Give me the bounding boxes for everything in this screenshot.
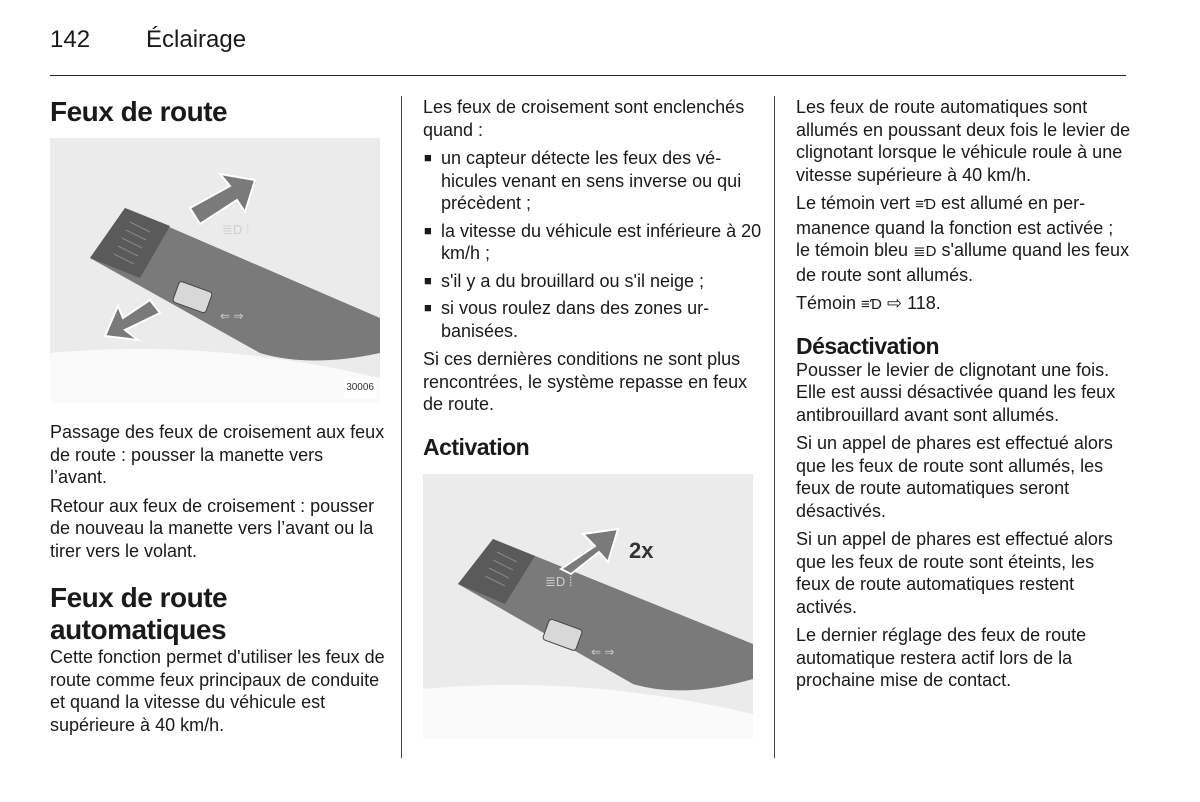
figure-stalk-activation [423, 474, 753, 739]
paragraph: Si un appel de phares est effectué alors que les feux de route sont éteints, les feux de route automatiques restent activés. [796, 529, 1113, 617]
cross-reference[interactable] [796, 292, 1131, 317]
list-item [423, 220, 763, 265]
paragraph: Pousser le levier de clignotant une fois. Elle est aussi désactivée quand les feux antibrouillard avant sont allumés. [796, 359, 1116, 425]
figure-stalk-push-pull [50, 138, 380, 403]
heading-feux-auto [50, 582, 385, 646]
svg-text:≣D ⁞: ≣D ⁞ [545, 573, 573, 589]
high-beam-indicator-icon: ≣D [913, 243, 937, 260]
arrow-pull-icon [105, 300, 160, 340]
paragraph: Le dernier réglage des feux de route automatique restera actif lors de la prochaine mise de contact. [796, 625, 1087, 690]
push-count-label: 2x [629, 537, 654, 563]
list-item [423, 297, 763, 342]
column-2 [423, 96, 763, 739]
column-divider [774, 96, 775, 758]
heading-desactivation: Désactivation [796, 332, 940, 359]
list-item-text: si vous roulez dans des zones urbanisées. [441, 298, 710, 341]
list-item-text: s'il y a du brouillard ou s'il neige ; [441, 270, 705, 291]
list-item-text: la vitesse du véhicule est inférieure à 20 km/h ; [441, 220, 762, 263]
text-segment: s'allume quand les feux de route sont allumés. [796, 240, 1130, 285]
svg-text:⇐ ⇒: ⇐ ⇒ [220, 309, 244, 323]
heading-activation: Activation [423, 433, 530, 460]
list-item-text: un capteur détecte les feux des véhicules venant en sens inverse ou qui précèdent ; [441, 148, 742, 213]
section-title: Éclairage [146, 26, 247, 53]
paragraph [796, 192, 1131, 286]
paragraph: Si un appel de phares est effectué alors que les feux de route sont allumés, les feux de route automatiques seront désactivés. [796, 433, 1113, 521]
condition-list [423, 147, 763, 342]
paragraph: Retour aux feux de croisement : pousser de nouveau la manette vers l’avant ou la tirer vers le volant. [50, 495, 375, 561]
list-item [423, 270, 763, 293]
page-number: 142 [50, 26, 91, 53]
bullet-icon: ■ [424, 300, 432, 315]
heading-line: Feux de route [50, 582, 228, 613]
text-segment: Le témoin vert [796, 193, 911, 213]
paragraph: Les feux de croisement sont enclenchés quand : [423, 97, 745, 140]
paragraph: Les feux de route automatiques sont allumés en poussant deux fois le levier de clignotant lorsque le véhicule roule à une vitesse supérieure à 40 km/h. [796, 97, 1131, 185]
bullet-icon: ■ [424, 150, 432, 165]
svg-text:⇐ ⇒: ⇐ ⇒ [591, 644, 615, 659]
page-ref-arrow-icon: ⇨ [886, 293, 903, 313]
stalk-illustration [50, 138, 380, 403]
column-1 [50, 96, 385, 742]
figure-number: 30006 [344, 377, 376, 400]
text-segment: est allumé en permanence quand la fonction est activée ; le témoin bleu [796, 193, 1114, 260]
arrow-push-icon [561, 529, 618, 574]
paragraph: Si ces dernières conditions ne sont plus rencontrées, le système repasse en feux de route. [423, 349, 748, 414]
bullet-icon: ■ [424, 272, 432, 288]
auto-high-beam-indicator-icon: ≡Ɗ [861, 296, 882, 313]
paragraph: Cette fonction permet d'utiliser les feux de route comme feux principaux de conduite et quand la vitesse du véhicule est supérieure à 40 km/h. [50, 647, 385, 735]
temoin-label: Témoin [796, 293, 857, 313]
stalk-illustration [423, 474, 753, 739]
arrow-push-icon [190, 174, 255, 224]
svg-text:≣D ⁞: ≣D ⁞ [222, 222, 250, 237]
column-3 [796, 96, 1131, 698]
auto-high-beam-indicator-icon: ≡Ɗ [915, 196, 936, 213]
paragraph: Passage des feux de croisement aux feux de route : pousser la manette vers l’avant. [50, 422, 385, 487]
heading-feux-de-route: Feux de route [50, 96, 228, 127]
header-divider [50, 75, 1126, 76]
column-divider [401, 96, 402, 758]
bullet-icon: ■ [424, 222, 432, 238]
page-ref-number[interactable]: 118. [907, 293, 941, 313]
list-item [423, 147, 763, 215]
heading-line: automatiques [50, 614, 227, 645]
